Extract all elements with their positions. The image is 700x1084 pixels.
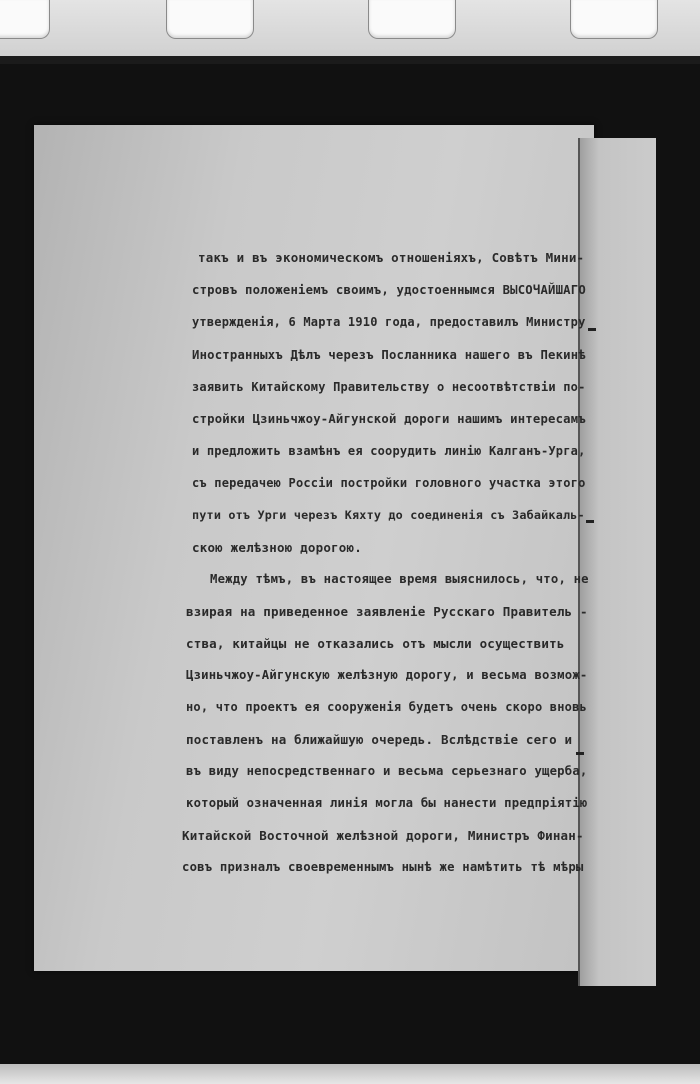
margin-mark — [588, 328, 596, 331]
text-line: стровъ положеніемъ своимъ, удостоеннымся ВЫСОЧАЙШАГО — [192, 283, 586, 297]
film-perforation — [166, 0, 254, 39]
film-perforation — [368, 0, 456, 39]
film-edge-band — [0, 56, 700, 64]
film-strip-top — [0, 0, 700, 62]
text-line: взирая на приведенное заявленіе Русскаго Правитель - — [186, 604, 588, 619]
text-line: съ передачею Россіи постройки головного участка этого — [192, 476, 586, 490]
text-line: стройки Цзиньчжоу-Айгунской дороги нашимъ интересамъ — [192, 412, 586, 426]
text-line: пути отъ Урги черезъ Кяхту до соединенія съ Забайкаль- — [192, 508, 585, 522]
text-line: скою желѣзною дорогою. — [192, 540, 362, 555]
text-line: и предложить взамѣнъ ея соорудить линію Калганъ-Урга, — [192, 444, 586, 458]
margin-mark — [586, 520, 594, 523]
text-line: заявить Китайскому Правительству о несоотвѣтствіи по- — [192, 380, 586, 394]
text-line: совъ призналъ своевременнымъ нынѣ же намѣтить тѣ мѣры — [182, 860, 584, 874]
text-line: Иностранныхъ Дѣлъ черезъ Посланника нашего въ Пекинѣ — [192, 348, 586, 362]
text-line: ства, китайцы не отказались отъ мысли осуществить — [186, 636, 565, 651]
film-perforation — [570, 0, 658, 39]
text-line: поставленъ на ближайшую очередь. Вслѣдствіе сего и — [186, 732, 573, 747]
text-line: утвержденія, 6 Марта 1910 года, предоставилъ Министру — [192, 315, 586, 329]
margin-mark — [576, 752, 584, 755]
film-perforation — [0, 0, 50, 39]
text-line: такъ и въ экономическомъ отношеніяхъ, Совѣтъ Мини- — [198, 250, 585, 265]
text-line: Китайской Восточной желѣзной дороги, Министръ Финан- — [182, 828, 584, 843]
text-line: Цзиньчжоу-Айгунскую желѣзную дорогу, и весьма возмож- — [186, 668, 588, 682]
text-line: въ виду непосредственнаго и весьма серьезнаго ущерба, — [186, 764, 588, 778]
text-line: который означенная линія могла бы нанести предпріятію — [186, 796, 588, 810]
adjacent-page-edge — [578, 138, 656, 986]
text-line: но, что проектъ ея сооруженія будетъ очень скоро вновь — [186, 700, 587, 714]
film-strip-bottom — [0, 1064, 700, 1084]
text-line: Между тѣмъ, въ настоящее время выяснилось, что, не — [210, 572, 589, 586]
